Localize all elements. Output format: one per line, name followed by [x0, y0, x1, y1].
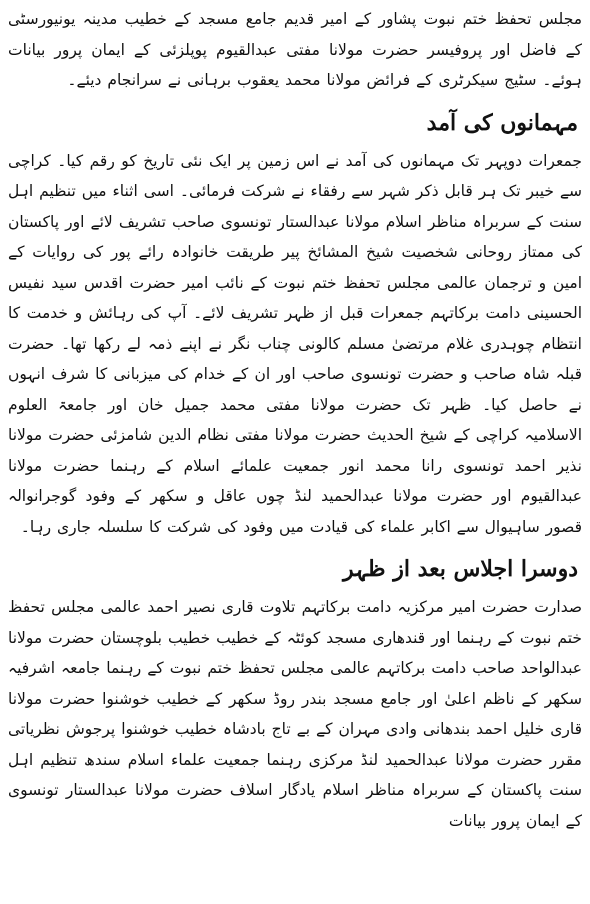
section-heading-second-session: دوسرا اجلاس بعد از ظہر — [343, 556, 578, 582]
intro-paragraph: مجلس تحفظ ختم نبوت پشاور کے امیر قدیم جامع مسجد کے خطیب مدینہ یونیورسٹی کے فاضل اور پروفیسر حضرت مولانا مفتی عبدالقیوم پوپلزئی کے ایمان پرور بیانات ہوئے۔ سٹیج سیکرٹری کے فرائض مولانا محمد یعقوب برہانی نے سرانجام دیئے۔ — [8, 10, 582, 89]
guests-arrival-paragraph: جمعرات دوپہر تک مہمانوں کی آمد نے اس زمین پر ایک نئی تاریخ کو رقم کیا۔ کراچی سے خیبر تک ہر قابل ذکر شہر سے رفقاء نے شرکت فرمائی۔ اسی اثناء میں تنظیم اہل سنت کے سربراہ مناظر اسلام مولانا عبدالستار تونسوی صاحب تشریف لائے اور پاکستان کی ممتاز روحانی شخصیت شیخ المشائخ پیر طریقت خانوادہ رائے پور کی روایات کے امین و ترجمان عالمی مجلس تحفظ ختم نبوت کے نائب امیر حضرت اقدس سید نفیس الحسینی دامت برکاتہم جمعرات قبل از ظہر تشریف لائے۔ آپ کی رہائش و خدمت کا انتظام چوہدری غلام مرتضیٰ مسلم کالونی چناب نگر نے اپنے ذمہ لے رکھا تھا۔ حضرت قبلہ شاہ صاحب و حضرت تونسوی صاحب اور ان کے خدام کی میزبانی کا شرف انہوں نے حاصل کیا۔ ظہر تک حضرت مولانا مفتی محمد جمیل خان اور جامعۃ العلوم الاسلامیہ کراچی کے شیخ الحدیث حضرت مولانا مفتی نظام الدین شامزئی حضرت مولانا نذیر احمد تونسوی رانا محمد انور جمعیت علمائے اسلام کے رہنما حضرت مولانا عبدالقیوم اور حضرت مولانا عبدالحمید لنڈ چوں عاقل و سکھر کے وفود گوجرانوالہ قصور ساہیوال سے اکابر علماء کی قیادت میں وفود کی شرکت کا سلسلہ جاری رہا۔ — [8, 151, 582, 536]
section-heading-guests-arrival: مہمانوں کی آمد — [426, 109, 578, 136]
second-session-paragraph: صدارت حضرت امیر مرکزیہ دامت برکاتہم تلاوت قاری نصیر احمد عالمی مجلس تحفظ ختم نبوت کے رہنما اور قندھاری مسجد کوئٹہ کے خطیب خطیب بلوچستان حضرت مولانا عبدالواحد صاحب دامت برکاتہم عالمی مجلس تحفظ ختم نبوت کے رہنما جامعہ اشرفیہ سکھر کے ناظم اعلیٰ اور جامع مسجد بندر روڈ سکھر کے خطیب خوشنوا حضرت مولانا قاری خلیل احمد بندھانی وادی مہران کے بے تاج بادشاہ خطیب خوشنوا پرجوش نظریاتی مقرر حضرت مولانا عبدالحمید لنڈ مرکزی رہنما جمعیت علماء اسلام سندھ تنظیم اہل سنت پاکستان کے سربراہ مناظر اسلام یادگار اسلاف حضرت مولانا عبدالستار تونسوی کے ایمان پرور بیانات — [8, 598, 582, 830]
